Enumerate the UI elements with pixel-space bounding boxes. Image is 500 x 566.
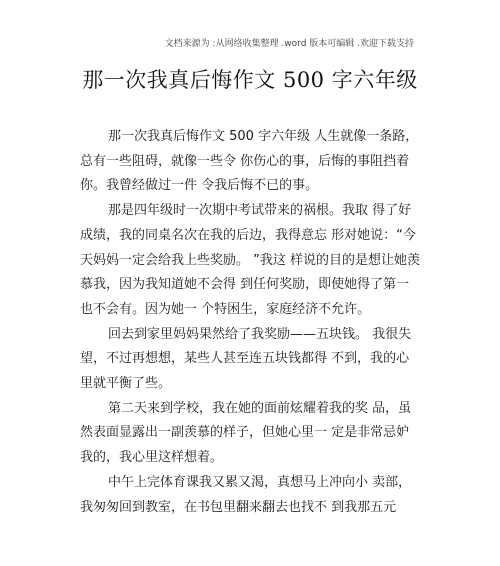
paragraph-text: 那是四年级时一次期中考试带来的祸根。我取 得了好成绩，我的同桌名次在我的后边，我得意忘 形对她说：“今天妈妈一定会给我上些奖励。 ”我这 样说的目的是想让她羡慕我，因为我知道她不会得 到任何奖励，即使她得了第一也不会有。因为她一 个特困生，家庭经济不允许。: [80, 203, 420, 317]
paragraph-text: 那一次我真后悔作文 500 字六年级 人生就像一条路，总有一些阻碍，就像一些令 你伤心的事，后悔的事阻挡着你。我曾经做过一件 令我后悔不已的事。: [80, 129, 419, 194]
paragraph: [80, 199, 420, 323]
paragraph-text: 第二天来到学校，我在她的面前炫耀着我的奖 品，虽然表面显露出一副羡慕的样子，但她心里一 定是非常忌妒我的，我心里这样想着。: [80, 400, 412, 466]
header-note: 文档来源为 :从网络收集整理 .word 版本可编辑 .欢迎下载支持: [164, 39, 414, 49]
document-title: 那一次我真后悔作文 500 字六年级: [82, 68, 418, 92]
paragraph: [80, 397, 420, 471]
paragraph-text: 中午上完体育课我又累又渴，真想马上冲向小 卖部，我匆匆回到教室，在书包里翻来翻去也找不 到我那五元: [80, 474, 412, 515]
paragraph: [80, 323, 420, 397]
paragraph: [80, 471, 420, 520]
document-body: [80, 125, 420, 520]
paragraph: [80, 125, 420, 199]
paragraph-text: 回去到家里妈妈果然给了我奖励——五块钱。 我很失望，不过再想想，某些人甚至连五块钱都得 不到，我的心里就平衡了些。: [80, 326, 412, 392]
